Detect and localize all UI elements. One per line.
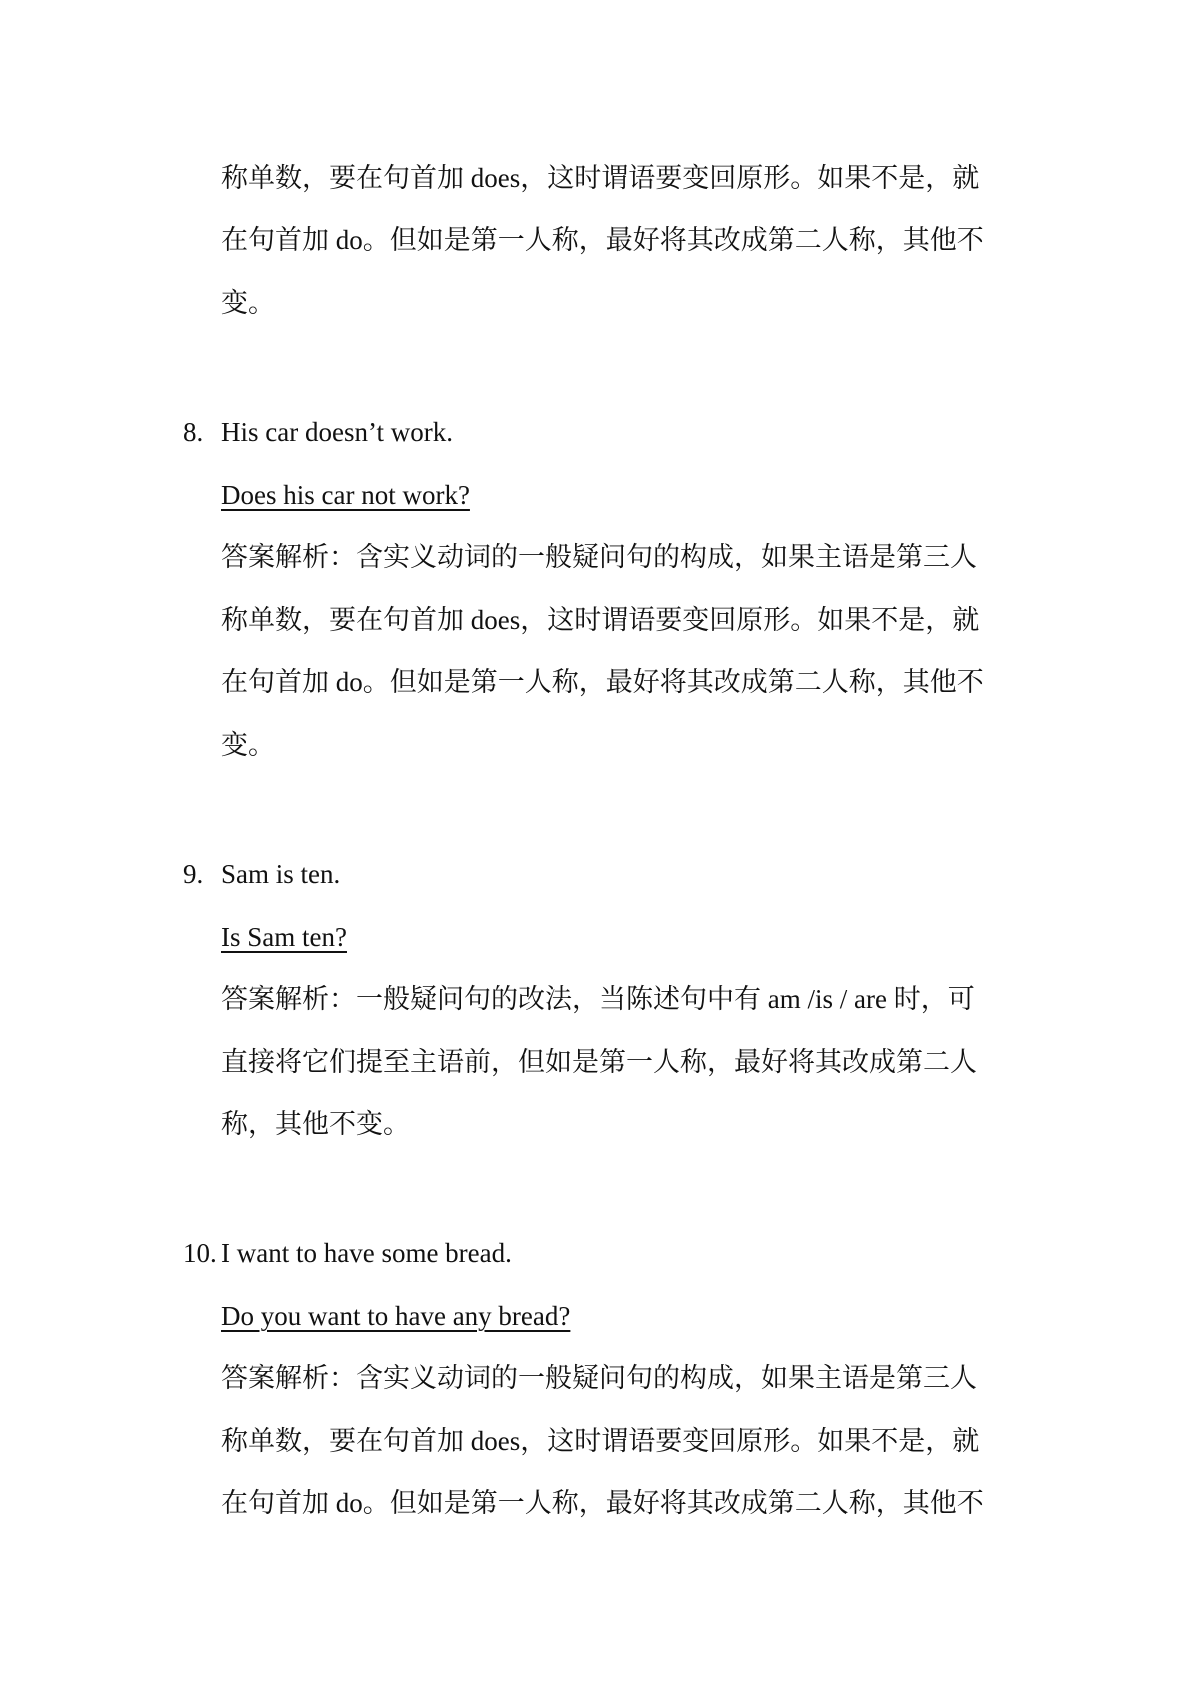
explanation-line: 称，其他不变。: [221, 1109, 410, 1139]
question-row-10: [183, 1235, 512, 1271]
question-text: Sam is ten.: [221, 859, 341, 889]
intro-line-3: 变。: [221, 288, 275, 318]
question-number: 8.: [183, 417, 204, 447]
question-row-8: [183, 414, 453, 450]
explanation-line: 在句首加 do。但如是第一人称，最好将其改成第二人称，其他不: [221, 667, 984, 697]
explanation-line: 变。: [221, 730, 275, 760]
explanation-line: 答案解析：一般疑问句的改法，当陈述句中有 am /is / are 时，可: [221, 984, 975, 1014]
explanation-line: 称单数，要在句首加 does，这时谓语要变回原形。如果不是，就: [221, 1426, 980, 1456]
explanation-line: 直接将它们提至主语前，但如是第一人称，最好将其改成第二人: [221, 1047, 977, 1077]
intro-line-2: 在句首加 do。但如是第一人称，最好将其改成第二人称，其他不: [221, 225, 984, 255]
question-number: 10.: [183, 1238, 217, 1268]
question-text: His car doesn’t work.: [221, 417, 453, 447]
question-number: 9.: [183, 859, 204, 889]
intro-line-1: 称单数，要在句首加 does，这时谓语要变回原形。如果不是，就: [221, 163, 980, 193]
answer-text: Is Sam ten?: [221, 922, 347, 952]
explanation-line: 答案解析：含实义动词的一般疑问句的构成，如果主语是第三人: [221, 1363, 977, 1393]
question-text: I want to have some bread.: [221, 1238, 512, 1268]
explanation-line: 在句首加 do。但如是第一人称，最好将其改成第二人称，其他不: [221, 1488, 984, 1518]
question-row-9: [183, 856, 341, 892]
explanation-line: 称单数，要在句首加 does，这时谓语要变回原形。如果不是，就: [221, 605, 980, 635]
answer-text: Do you want to have any bread?: [221, 1301, 571, 1331]
explanation-line: 答案解析：含实义动词的一般疑问句的构成，如果主语是第三人: [221, 542, 977, 572]
answer-text: Does his car not work?: [221, 480, 470, 510]
